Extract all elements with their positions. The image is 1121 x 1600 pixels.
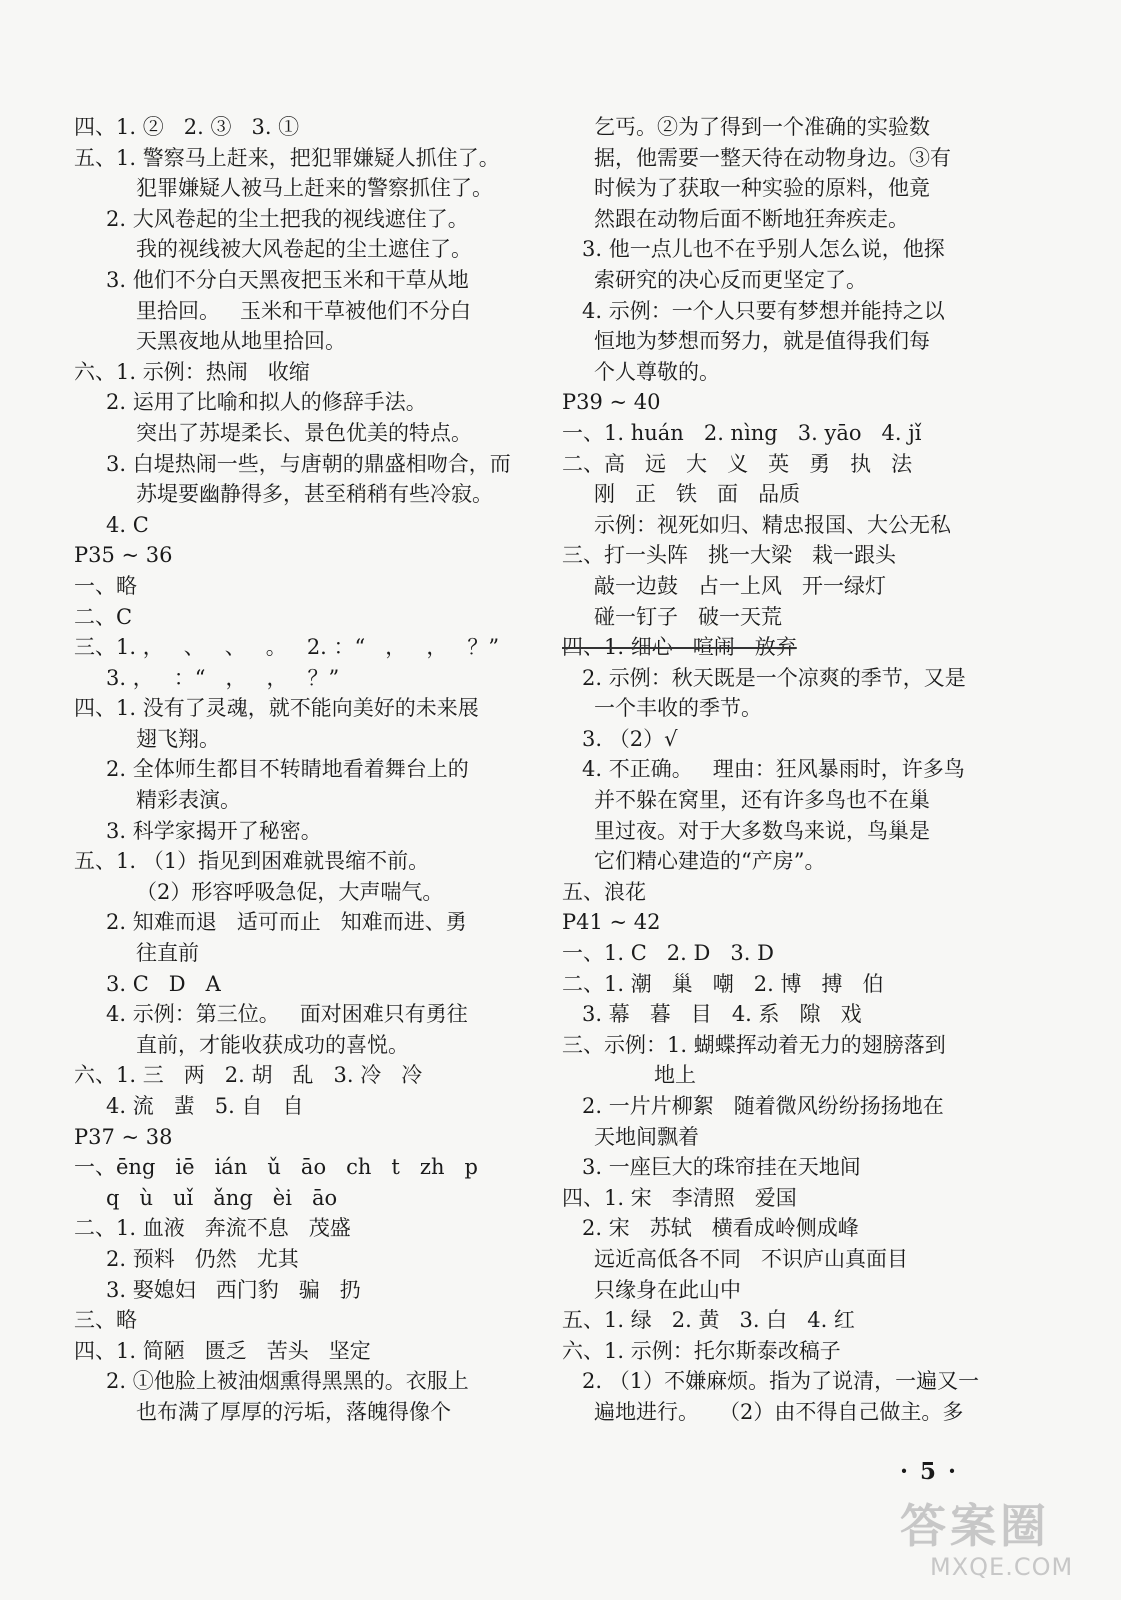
answer-line: 时候为了获取一种实验的原料，他竟 [594,176,930,201]
answer-line: 3. ， ：“ ， ， ？” [106,665,340,690]
answer-line: 四、1. 简陋 匮乏 苦头 坚定 [74,1338,371,1363]
answer-line: 天地间飘着 [594,1124,699,1149]
answer-line: 三、1. ， 、 、 。 2. ：“ ， ， ？” [74,635,500,660]
answer-line: 二、C [74,604,133,629]
watermark [900,1500,1110,1595]
answer-line: 五、1. 警察马上赶来，把犯罪嫌疑人抓住了。 [74,145,500,170]
answer-line: 二、1. 血液 奔流不息 茂盛 [74,1216,351,1241]
answer-line: 4. 示例：第三位。 面对困难只有勇往 [106,1002,468,1027]
answer-line: 它们精心建造的“产房”。 [594,849,826,874]
answer-line: 五、1. （1）指见到困难就畏缩不前。 [74,849,430,874]
answer-line: 二、1. 潮 巢 嘲 2. 博 搏 伯 [562,971,884,996]
answer-line: 精彩表演。 [136,788,241,813]
answer-line: 4. C [106,512,149,537]
answer-line: 碰一钉子 破一天荒 [594,604,783,629]
answer-line: 犯罪嫌疑人被马上赶来的警察抓住了。 [136,176,493,201]
answer-line: 2. 大风卷起的尘土把我的视线遮住了。 [106,206,469,231]
answer-line: 我的视线被大风卷起的尘土遮住了。 [136,237,472,262]
answer-line: 只缘身在此山中 [594,1277,741,1302]
answer-line: 二、高 远 大 义 英 勇 执 法 [562,451,913,476]
answer-line: 4. 不正确。 理由：狂风暴雨时，许多鸟 [562,757,965,782]
answer-line: 苏堤要幽静得多，甚至稍稍有些冷寂。 [136,482,493,507]
answer-line: 也布满了厚厚的污垢，落魄得像个 [136,1399,451,1424]
answer-line: 2. 预料 仍然 尤其 [106,1246,299,1271]
answer-line: 3. 幕 暮 目 4. 系 隙 戏 [562,1002,862,1027]
answer-line: P37 ~ 38 [74,1124,173,1149]
page-number: · 5 · [900,1458,959,1485]
answer-line: 示例：视死如归、精忠报国、大公无私 [594,512,951,537]
answer-line: 一、1. C 2. D 3. D [562,941,774,966]
answer-line: 四、1. ② 2. ③ 3. ① [74,115,300,139]
answer-line: 三、略 [74,1308,137,1333]
answer-line: 2. 宋 苏轼 横看成岭侧成峰 [562,1216,859,1241]
answer-line: 3. 他们不分白天黑夜把玉米和干草从地 [106,267,469,292]
answer-line: 敲一边鼓 占一上风 开一绿灯 [594,573,887,598]
answer-line: 2. ①他脸上被油烟熏得黑黑的。衣服上 [106,1369,469,1394]
answer-line: 往直前 [136,941,199,966]
answer-line: 五、1. 绿 2. 黄 3. 白 4. 红 [562,1308,855,1333]
answer-line: P39 ~ 40 [562,390,661,415]
answer-line: （2）形容呼吸急促，大声喘气。 [136,879,444,904]
answer-line: 天黑夜地从地里拾回。 [136,329,346,354]
answer-line: 并不躲在窝里，还有许多鸟也不在巢 [594,788,930,813]
answer-line: 一、略 [74,573,137,598]
answer-line: 四、1. 宋 李清照 爱国 [562,1185,797,1210]
answer-line: P41 ~ 42 [562,910,661,935]
answer-line: 一、ēng iē ián ǔ āo ch t zh p [74,1155,478,1180]
watermark-url: MXQE.COM [930,1553,1074,1581]
answer-line: 直前，才能收获成功的喜悦。 [136,1032,409,1057]
answer-line: 2. 全体师生都目不转睛地看着舞台上的 [106,757,469,782]
answer-line: 远近高低各不同 不识庐山真面目 [594,1246,909,1271]
answer-line: 3. 一座巨大的珠帘挂在天地间 [562,1155,861,1180]
answer-line: 一、1. huán 2. nìng 3. yāo 4. jǐ [562,420,922,445]
answer-line: 2. 运用了比喻和拟人的修辞手法。 [106,390,427,415]
answer-line: 恒地为梦想而努力，就是值得我们每 [594,329,930,354]
answer-line: 四、1. 没有了灵魂，就不能向美好的未来展 [74,696,479,721]
answer-line: 里拾回。 玉米和干草被他们不分白 [136,298,472,323]
answer-line: 刚 正 铁 面 品质 [594,482,801,507]
answer-line: 里过夜。对于大多数鸟来说，鸟巢是 [594,818,930,843]
left-column [74,112,544,1428]
answer-line: 三、示例：1. 蝴蝶挥动着无力的翅膀落到 [562,1032,946,1057]
answer-line: P35 ~ 36 [74,543,173,568]
answer-line: 六、1. 示例：托尔斯泰改稿子 [562,1338,841,1363]
answer-line: 4. 流 蜚 5. 自 自 [106,1094,304,1118]
answer-line: 遍地进行。 （2）由不得自己做主。多 [594,1399,964,1424]
answer-line: 四、1. 细心 喧闹 放弃 [562,635,797,660]
answer-line: 2. 示例：秋天既是一个凉爽的季节，又是 [562,665,966,690]
answer-line: 个人尊敬的。 [594,359,720,384]
answer-line: 六、1. 示例：热闹 收缩 [74,359,310,384]
answer-line: q ù uǐ ǎng èi āo [106,1185,338,1210]
answer-line: 3. 科学家揭开了秘密。 [106,818,322,843]
answer-line: 3. 白堤热闹一些，与唐朝的鼎盛相吻合，而 [106,451,511,476]
answer-line: 五、浪花 [562,879,646,904]
answer-line: 3. （2）√ [562,726,678,751]
answer-line: 六、1. 三 两 2. 胡 乱 3. 冷 冷 [74,1063,423,1088]
answer-line: 突出了苏堤柔长、景色优美的特点。 [136,420,472,445]
answer-line: 地上 [654,1063,696,1088]
answer-line: 4. 示例：一个人只要有梦想并能持之以 [562,298,945,323]
answer-line: 3. C D A [106,971,221,996]
answer-line: 2. （1）不嫌麻烦。指为了说清，一遍又一 [562,1369,980,1394]
right-column [562,112,982,1428]
answer-line: 索研究的决心反而更坚定了。 [594,267,867,292]
answer-line: 据，他需要一整天待在动物身边。③有 [594,145,951,170]
answer-line: 乞丐。②为了得到一个准确的实验数 [594,115,930,139]
answer-line: 2. 知难而退 适可而止 知难而进、勇 [106,910,467,935]
answer-line: 一个丰收的季节。 [594,696,762,721]
answer-line: 2. 一片片柳絮 随着微风纷纷扬扬地在 [562,1094,944,1118]
watermark-logo: 答案圈 [900,1499,1050,1553]
answer-line: 3. 娶媳妇 西门豹 骗 扔 [106,1277,361,1302]
answer-line: 三、打一头阵 挑一大梁 栽一跟头 [562,543,897,568]
answer-line: 翅飞翔。 [136,726,220,751]
answer-line: 然跟在动物后面不断地狂奔疾走。 [594,206,909,231]
answer-line: 3. 他一点儿也不在乎别人怎么说，他探 [562,237,945,262]
